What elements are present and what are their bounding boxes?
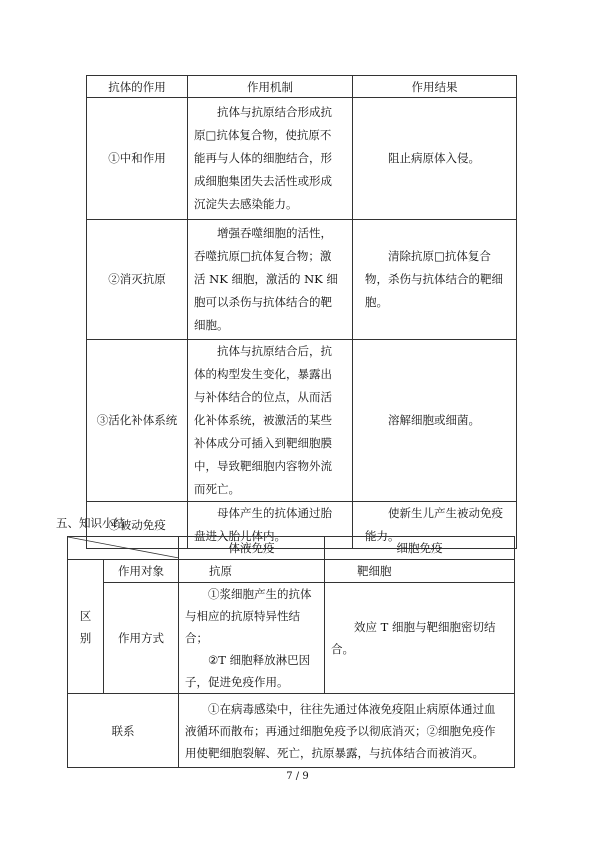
- section-title: 五、知识小结: [56, 516, 125, 530]
- humoral-cell: 抗原: [179, 560, 325, 583]
- text-line: 而死亡。: [194, 482, 240, 496]
- table-row: [87, 220, 517, 340]
- result-cell: [353, 220, 517, 340]
- text-line: 胞。: [365, 295, 388, 309]
- text-line: 使新生儿产生被动免疫: [388, 506, 503, 520]
- text-line: 溶解细胞或细菌。: [388, 413, 480, 427]
- group-label: [68, 560, 104, 694]
- text-line: 成细胞集团失去活性或形成: [194, 174, 332, 188]
- text-line: 合。: [331, 642, 354, 656]
- text-line: 原□抗体复合物，使抗原不: [194, 128, 332, 142]
- text-line: 清除抗原□抗体复合: [388, 249, 491, 263]
- table-row: [87, 98, 517, 220]
- text-line: 中，导致靶细胞内容物外流: [194, 459, 332, 473]
- function-name: ②消灭抗原: [87, 220, 188, 340]
- mechanism-cell: [188, 340, 353, 502]
- humoral-cell: [179, 583, 325, 694]
- relation-cell: [179, 694, 515, 768]
- cellular-cell: [325, 583, 515, 694]
- row-label: 作用对象: [104, 560, 179, 583]
- text-line: 与相应的抗原特异性结: [185, 609, 300, 623]
- mechanism-cell: [188, 220, 353, 340]
- cellular-cell: 靶细胞: [325, 560, 515, 583]
- text-line: ②T 细胞释放淋巴因: [208, 653, 311, 667]
- text-line: 体的构型发生变化，暴露出: [194, 367, 332, 381]
- row-label: 联系: [68, 694, 179, 768]
- immunity-summary-table: [67, 536, 515, 768]
- header-cell: 体液免疫: [179, 537, 325, 560]
- row-label: 作用方式: [104, 583, 179, 694]
- text-line: 合；: [185, 631, 208, 645]
- mechanism-cell: [188, 98, 353, 220]
- header-cell: 作用结果: [353, 76, 517, 98]
- text-line: 胞可以杀伤与抗体结合的靶: [194, 295, 332, 309]
- text-line: 沉淀失去感染能力。: [194, 197, 298, 211]
- table-row: [68, 583, 515, 694]
- text-line: 盘进入胎儿体内。: [194, 529, 286, 543]
- text-line: 与补体结合的位点，从而活: [194, 390, 332, 404]
- function-name: ①中和作用: [87, 98, 188, 220]
- text-line: 区: [79, 608, 92, 623]
- text-line: 效应 T 细胞与靶细胞密切结: [354, 620, 496, 634]
- function-name: ③活化补体系统: [87, 340, 188, 502]
- table-header-row: [68, 537, 515, 560]
- table-row: [68, 694, 515, 768]
- text-line: 细胞。: [194, 318, 229, 332]
- text-line: 抗体与抗原结合后，抗: [217, 344, 332, 358]
- text-line: ①在病毒感染中，往往先通过体液免疫阻止病原体通过血: [208, 701, 496, 716]
- text-line: 能再与人体的细胞结合，形: [194, 151, 332, 165]
- text-line: 增强吞噬细胞的活性，: [217, 226, 332, 240]
- header-cell: 作用机制: [188, 76, 353, 98]
- function-name: ④被动免疫: [87, 502, 188, 549]
- text-line: 母体产生的抗体通过胎: [217, 506, 332, 520]
- text-line: 活 NK 细胞，激活的 NK 细: [194, 272, 338, 286]
- text-line: 子，促进免疫作用。: [185, 675, 289, 689]
- diagonal-line: [68, 537, 179, 558]
- text-line: 抗体与抗原结合形成抗: [217, 105, 332, 119]
- table-row: [87, 340, 517, 502]
- text-line: 物，杀伤与抗体结合的靶细: [365, 272, 503, 286]
- text-line: 化补体系统，被激活的某些: [194, 413, 332, 427]
- text-line: 液循环而散布；再通过细胞免疫予以彻底消灭；②细胞免疫作: [185, 723, 496, 738]
- text-line: 补体成分可插入到靶细胞膜: [194, 436, 332, 450]
- text-line: ①浆细胞产生的抗体: [208, 587, 312, 601]
- result-cell: [353, 340, 517, 502]
- antibody-function-table: [86, 75, 517, 549]
- text-line: 能力。: [365, 529, 400, 543]
- result-cell: [353, 98, 517, 220]
- text-line: 用使靶细胞裂解、死亡，抗原暴露，与抗体结合而被消灭。: [185, 745, 484, 760]
- header-cell: 细胞免疫: [325, 537, 515, 560]
- text-line: 阻止病原体入侵。: [388, 151, 480, 165]
- text-line: 吞噬抗原□抗体复合物；激: [194, 249, 332, 263]
- table-row: [68, 560, 515, 583]
- diagonal-header-cell: [68, 537, 179, 560]
- text-line: 别: [79, 630, 92, 645]
- table-header-row: [87, 76, 517, 98]
- header-cell: 抗体的作用: [87, 76, 188, 98]
- page-number: 7 / 9: [286, 771, 309, 782]
